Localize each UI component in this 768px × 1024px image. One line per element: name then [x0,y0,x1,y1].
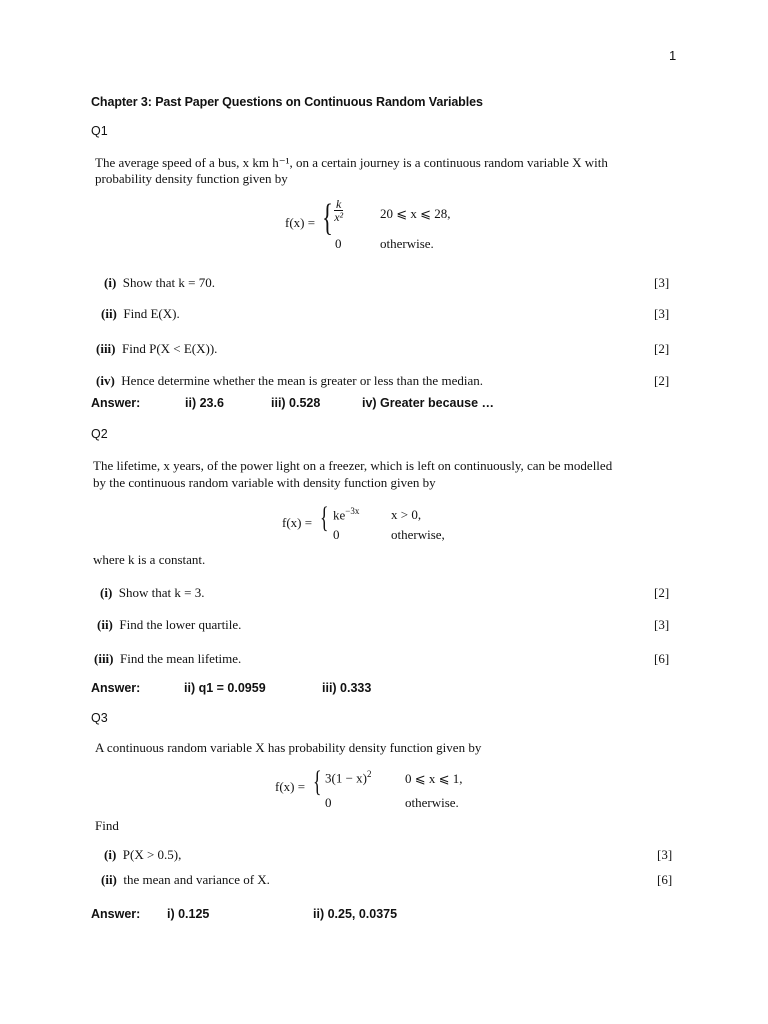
q2-answer-ii: ii) q1 = 0.0959 [184,681,266,695]
q2-part-i: (i) Show that k = 3. [100,585,205,600]
q2-part-i-marks: [2] [654,585,670,600]
q3-case2-condition: otherwise. [405,795,459,810]
q2-part-ii-marks: [3] [654,617,670,632]
q2-pdf-lhs: f(x) = [282,515,313,530]
q2-part-ii: (ii) Find the lower quartile. [97,617,242,632]
q1-part-iii-marks: [2] [654,341,670,356]
q3-pdf-lhs: f(x) = [275,779,306,794]
q2-case1-value: $ke^{-3x}$ [333,506,360,523]
q1-fraction-numerator: k [336,197,342,211]
page-title: Chapter 3: Past Paper Questions on Continuous Random Variables [91,95,483,109]
q2-case2-condition: otherwise, [391,527,445,542]
q2-stem-line1: The lifetime, x years, of the power light on a freezer, which is left on continuously, can be modelled [93,458,613,473]
q1-stem-line1: The average speed of a bus, x km h⁻¹, on a certain journey is a continuous random variable X with [95,155,608,170]
q3-case1-value: $3(1 - x)^2$ [325,769,372,786]
q3-label: Q3 [91,711,108,725]
q3-part-ii-marks: [6] [657,872,673,887]
q2-label: Q2 [91,427,108,441]
q1-label: Q1 [91,124,108,138]
q1-pdf-fraction [334,198,343,223]
q3-stem-line1: A continuous random variable X has probability density function given by [95,740,482,755]
q3-answer-i: i) 0.125 [167,907,210,921]
q3-answer-label: Answer: [91,907,141,921]
q1-pdf-brace: { [322,197,333,239]
q2-part-iii-marks: [6] [654,651,670,666]
q1-fraction-denominator: x² [334,210,344,224]
q3-part-i: (i) P(X > 0.5), [104,847,182,862]
q3-case2-value: 0 [325,795,332,810]
q2-stem-line2: by the continuous random variable with density function given by [93,475,436,490]
q3-find: Find [95,818,119,833]
q1-part-i-marks: [3] [654,275,670,290]
q3-case1-condition: 0 ⩽ x ⩽ 1, [405,771,463,786]
q3-pdf-brace: { [313,765,322,798]
q1-part-iv-marks: [2] [654,373,670,388]
q2-case1-condition: x > 0, [391,507,422,522]
q3-part-ii: (ii) the mean and variance of X. [101,872,270,887]
q2-answer-iii: iii) 0.333 [322,681,372,695]
q1-pdf-lhs: f(x) = [285,215,316,230]
q2-part-iii: (iii) Find the mean lifetime. [94,651,242,666]
q1-answer-iii: iii) 0.528 [271,396,321,410]
q1-answer-label: Answer: [91,396,141,410]
q1-answer-ii: ii) 23.6 [185,396,224,410]
q2-case2-value: 0 [333,527,340,542]
q1-part-iii: (iii) Find P(X < E(X)). [96,341,218,356]
q1-stem-line2: probability density function given by [95,171,288,186]
q1-case2-condition: otherwise. [380,236,434,251]
q1-part-i: (i) Show that k = 70. [104,275,215,290]
q2-pdf-brace: { [320,501,329,534]
page-number: 1 [669,48,677,63]
q1-part-ii-marks: [3] [654,306,670,321]
q2-note: where k is a constant. [93,552,206,567]
q3-answer-ii: ii) 0.25, 0.0375 [313,907,398,921]
q1-answer-iv: iv) Greater because … [362,396,495,410]
q1-case1-condition: 20 ⩽ x ⩽ 28, [380,206,451,221]
q1-part-iv: (iv) Hence determine whether the mean is greater or less than the median. [96,373,483,388]
q2-answer-label: Answer: [91,681,141,695]
q1-case2-value: 0 [335,236,342,251]
q3-part-i-marks: [3] [657,847,673,862]
q1-part-ii: (ii) Find E(X). [101,306,180,321]
